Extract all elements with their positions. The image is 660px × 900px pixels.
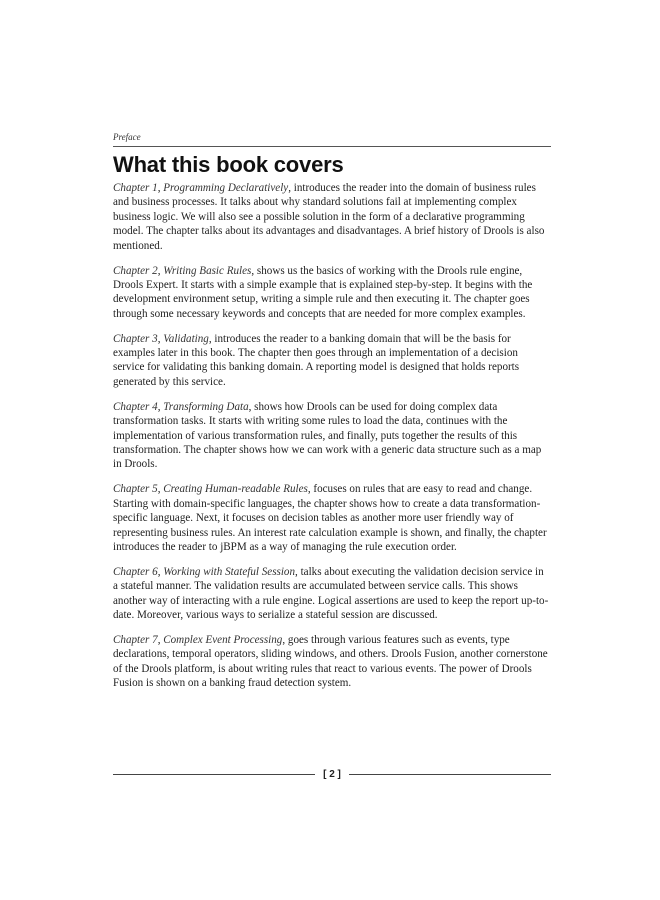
page-number: [ 2 ]: [323, 768, 341, 780]
chapter-6-summary: Chapter 6, Working with Stateful Session, talks about executing the validation decision service in a stateful manner. The validation results are accumulated between service calls. This shows another way of interacting with a rule engine. Logical assertions are used to keep the report up-to-date. Moreover, various ways to serialize a stateful session are discussed.: [113, 565, 549, 622]
chapter-label: Chapter 7: [113, 633, 158, 646]
chapter-title: Programming Declaratively: [163, 182, 289, 194]
chapter-label: Chapter 5: [113, 483, 158, 496]
chapter-2-summary: Chapter 2, Writing Basic Rules, shows us the basics of working with the Drools rule engine, Drools Expert. It starts with a simple example that is explained step-by-step. It begins with the development environment setup, writing a simple rule and then executing it. The chapter goes through some necessary keywords and concepts that are needed for more complex examples.: [113, 264, 533, 320]
chapter-label: Chapter 4: [113, 400, 158, 413]
chapter-title: Working with Stateful Session: [163, 565, 296, 578]
chapter-description: , goes through various features such as events, type declarations, temporal operators, sliding windows, and others. Drools Fusion, another cornerstone of the Drools platform, is about writing rules that react to various events. The power of Drools Fusion is shown on a banking fraud detection system.: [113, 633, 548, 690]
chapter-title: Complex Event Processing: [163, 633, 283, 646]
chapter-description: , shows how Drools can be used for doing complex data transformation tasks. It starts with writing some rules to load the data, continues with the implementation of various transformation rules, and finally, puts together the results of this transformation. The chapter shows how we can work with a generic data structure such as a map in Drools.: [113, 400, 542, 471]
footer-rule-right: [349, 774, 551, 775]
chapter-title: Creating Human-readable Rules: [163, 483, 308, 496]
page-footer: [113, 764, 551, 784]
chapter-label: Chapter 1: [113, 182, 158, 194]
chapter-label: Chapter 6: [113, 565, 158, 578]
chapter-title: Transforming Data: [163, 400, 249, 413]
chapter-description: , focuses on rules that are easy to read and change. Starting with domain-specific languages, the chapter shows how to create a data transformation-specific language. Next, it focuses on decision tables as another more user friendly way of representing business rules. An interest rate calculation example is shown, and finally, the chapter introduces the reader to jBPM as a way of managing the rule execution order.: [113, 483, 547, 553]
running-head: Preface: [113, 131, 551, 147]
chapter-label: Chapter 3: [113, 332, 158, 345]
chapter-title: Writing Basic Rules: [163, 264, 252, 277]
section-heading: What this book covers: [113, 152, 344, 177]
chapter-7-summary: Chapter 7, Complex Event Processing, goes through various features such as events, type declarations, temporal operators, sliding windows, and others. Drools Fusion, another cornerstone of the Drools platform, is about writing rules that react to various events. The power of Drools Fusion is shown on a banking fraud detection system.: [113, 633, 548, 690]
chapter-description: , introduces the reader into the domain of business rules and business processes. It talks about why standard solutions fail at implementing complex business logic. We will also see a possible solution in the form of a declarative programming model. The chapter talks about its advantages and disadvantages. A brief history of Drools is also mentioned.: [113, 182, 545, 252]
chapter-4-summary: Chapter 4, Transforming Data, shows how Drools can be used for doing complex data transformation tasks. It starts with writing some rules to load the data, continues with the implementation of various transformation rules, and finally, puts together the results of this transformation. The chapter shows how we can work with a generic data structure such as a map in Drools.: [113, 400, 542, 471]
chapter-1-summary: Chapter 1, Programming Declaratively, introduces the reader into the domain of business rules and business processes. It talks about why standard solutions fail at implementing complex business logic. We will also see a possible solution in the form of a declarative programming model. The chapter talks about its advantages and disadvantages. A brief history of Drools is also mentioned.: [113, 182, 545, 252]
chapter-description: , talks about executing the validation decision service in a stateful manner. The validation results are accumulated between service calls. This shows another way of interacting with a rule engine. Logical assertions are used to keep the report up-to-date. Moreover, various ways to serialize a stateful session are discussed.: [113, 565, 549, 622]
footer-rule-left: [113, 774, 315, 775]
chapter-title: Validating: [163, 332, 209, 345]
chapter-5-summary: Chapter 5, Creating Human-readable Rules, focuses on rules that are easy to read and change. Starting with domain-specific languages, the chapter shows how to create a data transformation-specific language. Next, it focuses on decision tables as another more user friendly way of representing business rules. An interest rate calculation example is shown, and finally, the chapter introduces the reader to jBPM as a way of managing the rule execution order.: [113, 483, 547, 553]
chapter-label: Chapter 2: [113, 264, 158, 277]
chapter-description: , introduces the reader to a banking domain that will be the basis for examples later in this book. The chapter then goes through an implementation of a decision service for validating this banking domain. A reporting model is designed that holds reports generated by this service.: [113, 332, 520, 388]
chapter-3-summary: Chapter 3, Validating, introduces the reader to a banking domain that will be the basis for examples later in this book. The chapter then goes through an implementation of a decision service for validating this banking domain. A reporting model is designed that holds reports generated by this service.: [113, 332, 520, 388]
chapter-description: , shows us the basics of working with the Drools rule engine, Drools Expert. It starts with a simple example that is explained step-by-step. It begins with the development environment setup, writing a simple rule and then executing it. The chapter goes through some necessary keywords and concepts that are needed for more complex examples.: [113, 264, 533, 320]
page-content: [113, 131, 551, 701]
